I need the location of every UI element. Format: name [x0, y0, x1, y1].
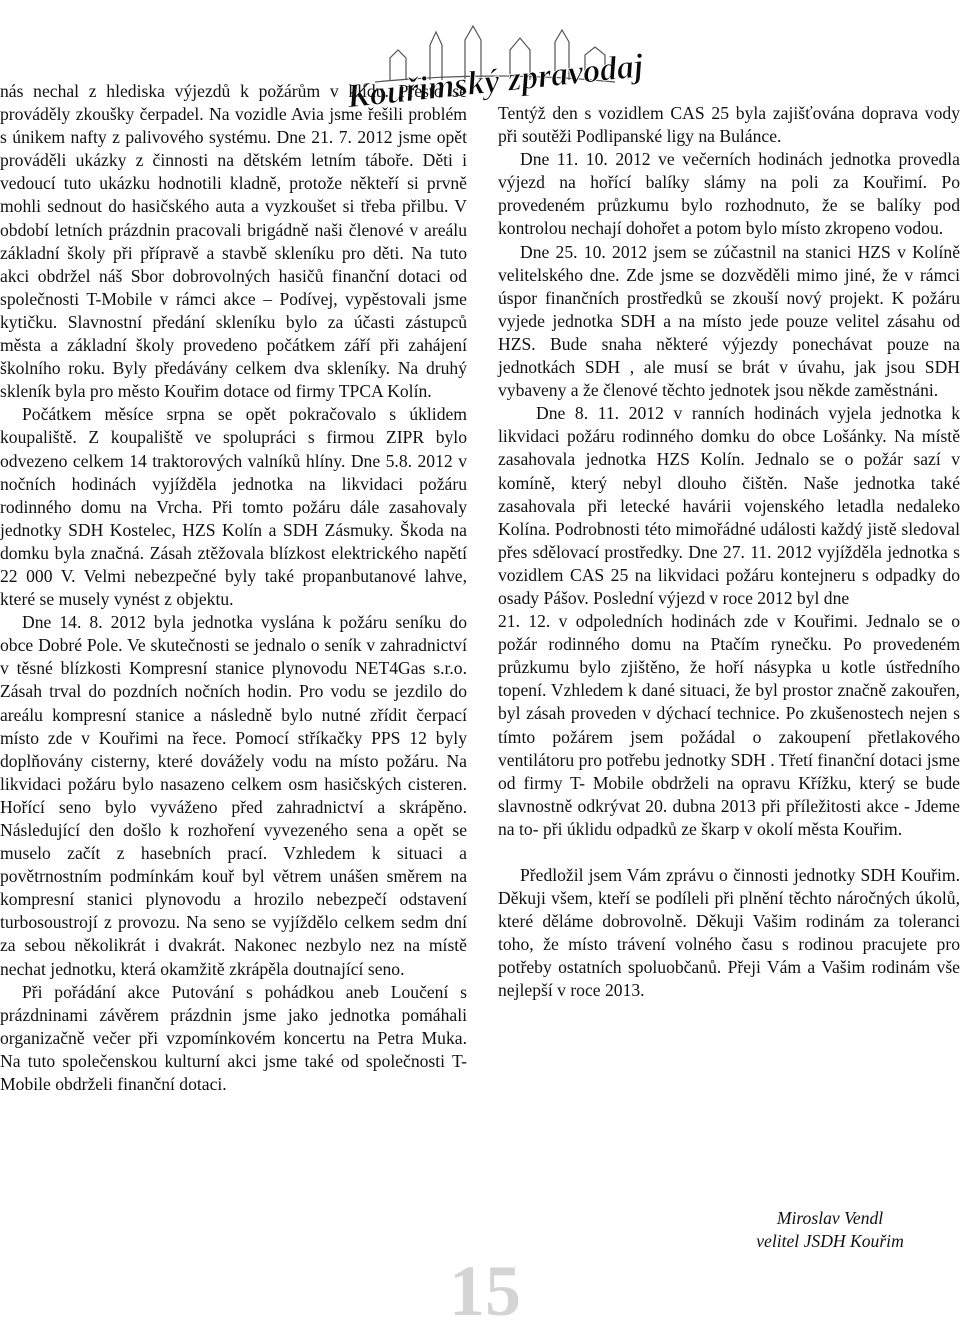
paragraph: 21. 12. v odpoledních hodinách zde v Kouřimi. Jednalo se o požár rodinného domu na Ptačím rynečku. Po provedeném průzkumu bylo zjištěno, že hoří násypka u kotle ústředního topení. Vzhledem k dané situaci, že byl prostor značně zakouřen, byl zásah proveden v dýchací technice. Po zkušenostech nejen s tímto požárem jsem požádal o zakoupení přetlakového ventilátoru pro potřebu jednotky SDH . Třetí finanční dotaci jsme od firmy T- Mobile obdrželi na opravu Křížku, který se bude slavnostně odkrývat 20. dubna 2013 při příležitosti akce - Jdeme na to- při úklidu odpadků ze škarp v okolí města Kouřim.	[498, 611, 960, 839]
page-number: 15	[449, 1251, 521, 1331]
paragraph: nás nechal z hlediska výjezdů k požárům v klidu. Přesto se prováděly zkoušky čerpadel. Na vozidle Avia jsme řešili problém s únikem nafty z palivového systému. Dne 21. 7. 2012 jsme opět prováděli ukázky z činnosti na dětském letním táboře. Děti i vedoucí tuto ukázku hodnotili kladně, protože někteří si prvně mohli sednout do hasičského auta a vyzkoušet si třeba přilbu. V období letních prázdnin pracovali brigádně naši členové v areálu základní školy při přípravě a stavbě skleníku pro děti. Na tuto akci obdržel náš Sbor dobrovolných hasičů finanční dotaci od společnosti T-Mobile v rámci akce – Podívej, vypěstovali jsme kytičku. Slavnostní předání skleníku bylo za účasti zástupců města a základní školy provedeno počátkem září při zahájení školního roku. Byly předávány celkem dva skleníky. Na druhý skleník byla pro město Kouřim dotace od firmy TPCA Kolín.	[0, 81, 467, 402]
paragraph: Při pořádání akce Putování s pohádkou aneb Loučení s prázdninami závěrem prázdnin jsme jako jednotka pomáhali organizačně večer při vzpomínkovém koncertu na Petra Muka. Na tuto společenskou kulturní akci jsme také od společnosti T- Mobile obdrželi finanční dotaci.	[0, 981, 467, 1095]
paragraph: Dne 25. 10. 2012 jsem se zúčastnil na stanici HZS v Kolíně velitelského dne. Zde jsme se dozvěděli mimo jiné, že v rámci úspor finančních prostředků se zkouší nový projekt. K požáru vyjede jednotka SDH a na místo jede pouze velitel zásahu od HZS. Bude snaha některé výjezdy ponechávat pouze na jednotkách SDH , ale musí se brát v úvahu, jak jsou SDH vybaveny a že členové těchto jednotek jsou někde zaměstnáni.	[498, 241, 960, 401]
logo-text: Kouřimský zpravodaj	[345, 47, 646, 116]
right-article-column	[498, 102, 960, 1003]
left-article-column	[0, 80, 467, 1096]
signature-block	[720, 1207, 940, 1253]
signature-name: Miroslav Vendl	[776, 1208, 884, 1228]
paragraph: Dne 8. 11. 2012 v ranních hodinách vyjela jednotka k likvidaci požáru rodinného domku do obce Lošánky. Na místě zasahovala jednotka HZS Kolín. Jednalo se o požár sazí v komíně, který nebyl dlouho čištěn. Naše jednotka také zasahovala při letecké havárii vojenského letadla nedaleko Kolína. Podrobnosti této mimořádné události každý jistě sledoval přes sdělovací prostředky. Dne 27. 11. 2012 vyjížděla jednotka s vozidlem CAS 25 na likvidaci požáru kontejneru s odpadky do osady Pášov. Poslední výjezd v roce 2012 byl dne	[498, 403, 960, 608]
paragraph: Počátkem měsíce srpna se opět pokračovalo s úklidem koupaliště. Z koupaliště ve spolupráci s firmou ZIPR bylo odvezeno celkem 14 traktorových valníků hlíny. Dne 5.8. 2012 v nočních hodinách vyjížděla jednotka na likvidaci požáru rodinného domu na Vrcha. Při tomto požáru dále zasahovaly jednotky SDH Kostelec, HZS Kolín a SDH Zásmuky. Škoda na domku byla značná. Zásah ztěžovala blízkost elektrického napětí 22 000 V. Velmi nebezpečné byly také propanbutanové lahve, které se musely vynést z objektu.	[0, 404, 467, 610]
closing-paragraph: Předložil jsem Vám zprávu o činnosti jednotky SDH Kouřim. Děkuji všem, kteří se podíleli při plnění těchto náročných úkolů, které děláme dobrovolně. Děkuji Vašim rodinám za toleranci toho, že místo trávení volného času s rodinou pracujete pro potřeby ostatních spoluobčanů. Přeji Vám a Vašim rodinám vše nejlepší v roce 2013.	[498, 865, 960, 1001]
paragraph: Tentýž den s vozidlem CAS 25 byla zajišťována doprava vody při soutěži Podlipanské ligy na Bulánce.	[498, 103, 960, 147]
paragraph: Dne 14. 8. 2012 byla jednotka vyslána k požáru seníku do obce Dobré Pole. Ve skutečnosti se jednalo o seník v zahradnictví v těsné blízkosti Kompresní stanice plynovodu NET4Gas s.r.o. Zásah trval do pozdních nočních hodin. Pro vodu se jezdilo do areálu kompresní stanice a následně bylo nutné zřídit čerpací místo zde v Kouřimi na řece. Pomocí stříkačky PPS 12 byly doplňovány cisterny, které dovážely vodu na místo požáru. Na likvidaci požáru bylo nasazeno celkem osm hasičských cisteren. Hořící seno bylo vyváženo před zahradnictví a skrápěno. Následující den došlo k rozhoření vyvezeného sena a opět se muselo začít z hasebních prací. Vzhledem k situaci a povětrnostním podmínkám kouř byl větrem unášen směrem na kompresní stanici plynovodu a hrozilo nebezpečí odstavení turbosoustrojí z provozu. Na seno se vyjíždělo celkem sedm dní za sebou několikrát i dvakrát. Nakonec nezbylo nez na místě nechat jednotku, která okamžitě zkrápěla doutnající seno.	[0, 612, 467, 979]
paragraph: Dne 11. 10. 2012 ve večerních hodinách jednotka provedla výjezd na hořící balíky slámy na poli za Kouřimí. Po provedeném průzkumu bylo rozhodnuto, že se balíky pod kontrolou nechají dohořet a potom bylo místo zkropeno vodou.	[498, 149, 960, 239]
signature-role: velitel JSDH Kouřim	[756, 1231, 904, 1251]
spacer	[498, 841, 960, 864]
